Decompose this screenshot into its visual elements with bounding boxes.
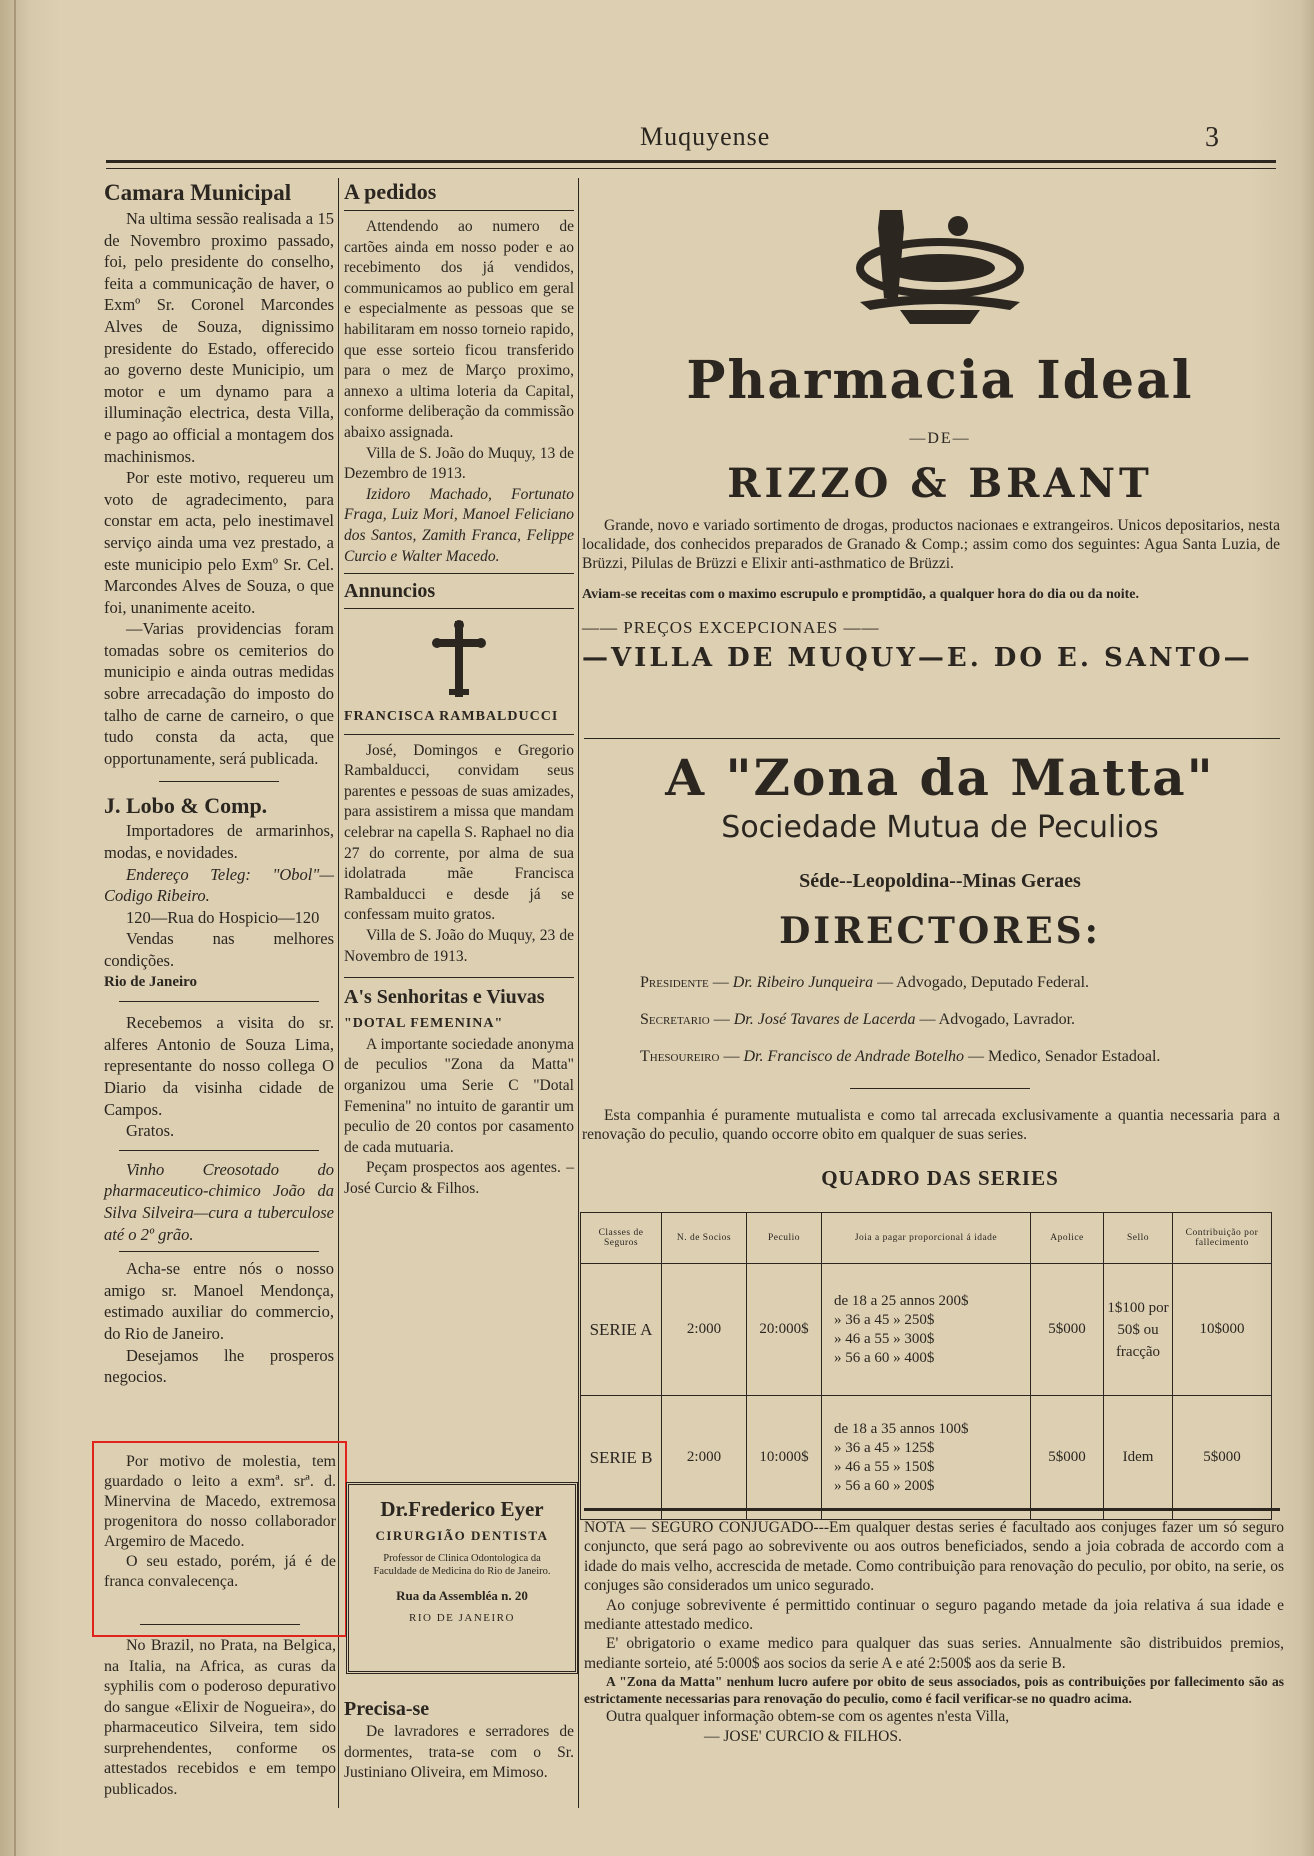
francisca-paragraph: José, Domingos e Gregorio Rambalducci, convidam seus parentes e pessoas de suas amizades, para assistirem a missa que mandam celebrar na capella S. Raphael no dia 27 do corrente, por alma de sua idolatrada mãe Francisca Rambalducci e desde já se confessam muito gratos. xyxy=(344,741,574,924)
divider xyxy=(344,977,574,978)
joia-line: de 18 a 25 annos 200$ xyxy=(834,1292,969,1309)
cell-peculio: 10:000$ xyxy=(747,1396,822,1520)
ornament-rule xyxy=(850,1088,1030,1089)
cell-contribuicao: 5$000 xyxy=(1173,1396,1272,1520)
nota-paragraph-1 xyxy=(584,1518,1284,1596)
cell-socios: 2:000 xyxy=(662,1396,747,1520)
lobo-paragraph-1: Importadores de armarinhos, modas, e novidades. xyxy=(104,821,334,863)
eyer-description: Professor de Clinica Odontologica da Faculdade de Medicina do Rio de Janeiro. xyxy=(373,1553,551,1577)
eyer-address: Rua da Assembléa n. 20 xyxy=(396,1588,528,1603)
lobo-title: J. Lobo & Comp. xyxy=(104,793,268,819)
precisa-title: Precisa-se xyxy=(344,1698,430,1720)
col-header: N. de Socios xyxy=(662,1213,747,1264)
apedidos-signatures: Izidoro Machado, Fortunato Fraga, Luiz Mori, Manoel Feliciano dos Santos, Zamith Franca, Felippe Curcio e Walter Macedo. xyxy=(344,485,574,565)
cell-classe: SERIE B xyxy=(581,1396,662,1520)
cell-apolice: 5$000 xyxy=(1031,1264,1104,1396)
nota-section xyxy=(584,1518,1284,1746)
director-role: Presidente xyxy=(640,974,709,991)
nota-paragraph-4: A "Zona da Matta" nenhum lucro aufere por obito de seus associados, pois as contribuições por fallecimento são as estrictamente necessarias para renovação do peculio, como é facil verificar-se no quadro acima. xyxy=(584,1674,1284,1707)
table-row xyxy=(581,1396,1272,1520)
joia-line: » 46 a 55 » 300$ xyxy=(834,1330,935,1347)
header-rule xyxy=(106,160,1276,169)
divider xyxy=(140,1624,300,1625)
director-row: Thesoureiro — Dr. Francisco de Andrade Botelho — Medico, Senador Estadoal. xyxy=(640,1048,1161,1065)
eyer-name: Dr.Frederico Eyer xyxy=(380,1497,544,1521)
nota-text: SEGURO CONJUGADO---Em qualquer destas series é facultado aos conjuges fazer um só seguro conjuncto, que será pago ao sobrevivente ou aos outros beneficiados, sendo a joia cobrada de accordo com a idade do mais velho, accrescida de metade. Como contribuição para renovação do peculio, por obito, na serie, os conjuges são considerados um unico segurado. xyxy=(584,1519,1285,1595)
director-role: Thesoureiro xyxy=(640,1048,720,1065)
col-header: Classes de Seguros xyxy=(581,1213,662,1264)
series-table xyxy=(580,1212,1272,1520)
cell-socios: 2:000 xyxy=(662,1264,747,1396)
apedidos-date: Villa de S. João do Muquy, 13 de Dezembro de 1913. xyxy=(344,444,574,483)
molestia-paragraph-1: Por motivo de molestia, tem guardado o leito a exmª. srª. d. Minervina de Macedo, extremosa progenitora do nosso collaborador Argemiro de Macedo. xyxy=(104,1453,336,1550)
cross-icon xyxy=(344,619,574,699)
pharmacia-precos: —— PREÇOS EXCEPCIONAES —— xyxy=(582,618,880,637)
camara-paragraph-2: Por este motivo, requereu um voto de agradecimento, para constar em acta, pelo inestimavel serviço ainda uma vez prestado, a este municipio pelo Exmº Sr. Cel. Marcondes Alves de Souza, o que foi, unanimente aceito. xyxy=(104,468,334,617)
joia-line: » 56 a 60 » 200$ xyxy=(834,1477,935,1494)
col-header: Sello xyxy=(1104,1213,1173,1264)
zona-intro xyxy=(582,1106,1280,1144)
dotal-agents: Peçam prospectos aos agentes. – José Curcio & Filhos. xyxy=(344,1159,574,1197)
table-bottom-rule xyxy=(584,1508,1280,1511)
cell-sello: Idem xyxy=(1104,1396,1173,1520)
zona-sede: Séde--Leopoldina--Minas Geraes xyxy=(799,870,1081,892)
lobo-telegraph: Endereço Teleg: "Obol"—Codigo Ribeiro. xyxy=(104,864,334,906)
column-divider-2 xyxy=(578,178,579,1808)
cell-classe: SERIE A xyxy=(581,1264,662,1396)
dotal-paragraph: A importante sociedade anonyma de peculios "Zona da Matta" organizou uma Serie C "Dotal Femenina" no intuito de garantir um peculio de 20 contos por casamento de cada mutuaria. xyxy=(344,1035,574,1156)
dotal-title: "DOTAL FEMENINA" xyxy=(344,1016,504,1032)
divider xyxy=(159,781,279,782)
francisca-date: Villa de S. João do Muquy, 23 de Novembro de 1913. xyxy=(344,927,574,965)
director-row: Presidente — Dr. Ribeiro Junqueira — Advogado, Deputado Federal. xyxy=(640,974,1090,991)
director-name: Dr. Francisco de Andrade Botelho xyxy=(743,1048,965,1065)
section-divider xyxy=(584,738,1280,739)
mendonca-paragraph-2: Desejamos lhe prosperos negocios. xyxy=(104,1345,334,1387)
column-1 xyxy=(104,178,334,1388)
director-name: Dr. Ribeiro Junqueira xyxy=(732,974,874,991)
pharmacia-paragraph-1: Grande, novo e variado sortimento de drogas, productos nacionaes e extrangeiros. Unicos depositarios, nesta localidade, dos conhecidos preparados de Granado & Comp.; assim como dos seguintes: Agua Santa Luzia, de Brüzzi, Pilulas de Brüzzi e Elixir anti-asthmatico de Brüzzi. xyxy=(582,517,1280,572)
divider xyxy=(119,1251,319,1252)
lobo-sales: Vendas nas melhores condições. xyxy=(104,929,334,970)
francisca-title: FRANCISCA RAMBALDUCCI xyxy=(344,709,559,725)
divider xyxy=(344,210,574,211)
zona-directores: DIRECTORES: xyxy=(779,910,1101,952)
eyer-city: RIO DE JANEIRO xyxy=(409,1612,515,1624)
nota-paragraph-3: E' obrigatorio o exame medico para qualquer das suas series. Annualmente são distribuidos premios, mediante sorteio, até 5:000$ aos socios da serie A e até 2:500$ aos da serie B. xyxy=(584,1635,1284,1672)
col-header: Apolice xyxy=(1031,1213,1104,1264)
visita-paragraph: Recebemos a visita do sr. alferes Antonio de Souza Lima, representante do nosso collega O Diario da visinha cidade de Campos. xyxy=(104,1013,334,1119)
cell-sello: 1$100 por 50$ ou fracção xyxy=(1104,1264,1173,1396)
zona-title: A "Zona da Matta" xyxy=(665,748,1215,807)
joia-line: » 46 a 55 » 150$ xyxy=(834,1458,935,1475)
precisa-paragraph: De lavradores e serradores de dormentes, trata-se com o Sr. Justiniano Oliveira, em Mimoso. xyxy=(344,1723,574,1782)
quadro-title: QUADRO DAS SERIES xyxy=(821,1166,1059,1190)
cell-joia xyxy=(822,1264,1031,1396)
director-desc: — Medico, Senador Estadoal. xyxy=(968,1048,1161,1065)
table-header-row xyxy=(581,1213,1272,1264)
pharmacia-owners: RIZZO & BRANT xyxy=(727,460,1153,507)
pharmacia-description xyxy=(582,516,1280,673)
molestia-notice xyxy=(104,1452,336,1592)
apedidos-title: A pedidos xyxy=(344,179,437,204)
cell-joia xyxy=(822,1396,1031,1520)
joia-line: » 56 a 60 » 400$ xyxy=(834,1349,935,1366)
divider xyxy=(344,734,574,735)
nota-paragraph-5: Outra qualquer informação obtem-se com os agentes n'esta Villa, xyxy=(606,1708,1010,1726)
camara-paragraph-1: Na ultima sessão realisada a 15 de Novembro proximo passado, foi, pelo presidente do conselho, feita a communicação de haver, o Exmº Sr. Coronel Marcondes Alves de Souza, dignissimo presidente do Estado, offerecido ao governo deste Municipio, um motor e um dynamo para a illuminação electrica, desta Villa, e pago ao official a montagem dos machinismos. xyxy=(104,209,334,466)
column-2 xyxy=(344,178,574,1200)
joia-line: de 18 a 35 annos 100$ xyxy=(834,1420,969,1437)
divider xyxy=(119,1150,319,1151)
mendonca-paragraph-1: Acha-se entre nós o nosso amigo sr. Manoel Mendonça, estimado auxiliar do commercio, do Rio de Janeiro. xyxy=(104,1259,334,1343)
divider xyxy=(344,573,574,574)
pharmacia-logo-icon xyxy=(840,198,1040,328)
vinho-paragraph: Vinho Creosotado do pharmaceutico-chimico João da Silva Silveira—cura a tuberculose até o 2º grão. xyxy=(104,1159,334,1244)
director-row: Secretario — Dr. José Tavares de Lacerda — Advogado, Lavrador. xyxy=(640,1011,1076,1028)
joia-line: » 36 a 45 » 125$ xyxy=(834,1439,935,1456)
camara-paragraph-3: —Varias providencias foram tomadas sobre os cemiterios do municipio e ainda outras medidas sobre arrecadação do imposto do talho de carne de carneiro, o que tudo consta da acta, que opportunamente, será publicada. xyxy=(104,619,334,768)
director-role: Secretario xyxy=(640,1011,710,1028)
apedidos-paragraph-1: Attendendo ao numero de cartões ainda em nosso poder e ao recebimento dos já vendidos, communicamos ao publico em geral e especialmente as pessoas que se habilitaram em nosso torneio rapido, que esse sorteio ficou transferido para o mez de Março proximo, annexo a ultima loteria da Capital, conforme deliberação da commissão abaixo assignada. xyxy=(344,218,574,441)
eyer-role: CIRURGIÃO DENTISTA xyxy=(375,1528,549,1543)
pharmacia-title: Pharmacia Ideal xyxy=(686,350,1194,411)
joia-line: » 36 a 45 » 250$ xyxy=(834,1311,935,1328)
pharmacia-location: —VILLA DE MUQUY—E. DO E. SANTO— xyxy=(582,643,1253,673)
brazil-notice xyxy=(104,1636,336,1800)
lobo-city: Rio de Janeiro xyxy=(104,973,198,990)
zona-intro-paragraph: Esta companhia é puramente mutualista e como tal arrecada exclusivamente a quantia necessaria para a renovação do peculio, quando occorre obito em qualquer de suas series. xyxy=(582,1107,1280,1143)
molestia-paragraph-2: O seu estado, porém, já é de franca convalecença. xyxy=(104,1553,336,1590)
nota-signature: — JOSE' CURCIO & FILHOS. xyxy=(704,1727,902,1745)
director-name: Dr. José Tavares de Lacerda xyxy=(733,1011,916,1028)
director-desc: — Advogado, Lavrador. xyxy=(919,1011,1076,1028)
masthead-title: Muquyense xyxy=(640,122,771,151)
cell-apolice: 5$000 xyxy=(1031,1396,1104,1520)
divider xyxy=(344,608,574,609)
brazil-paragraph: No Brazil, no Prata, na Belgica, na Italia, na Africa, as curas da syphilis com o poderoso depurativo do sangue «Elixir de Nogueira», do pharmaceutico Silveira, tem sido surprehendentes, conforme os attestados recebidos e em tempo publicados. xyxy=(104,1637,336,1798)
directors-list xyxy=(640,964,1280,1075)
camara-title: Camara Municipal xyxy=(104,180,292,205)
director-desc: — Advogado, Deputado Federal. xyxy=(877,974,1090,991)
precisa-section xyxy=(344,1696,574,1784)
visita-thanks: Gratos. xyxy=(126,1121,175,1141)
cell-contribuicao: 10$000 xyxy=(1173,1264,1272,1396)
col-header: Peculio xyxy=(747,1213,822,1264)
pharmacia-de: —DE— xyxy=(909,430,971,447)
zona-subtitle: Sociedade Mutua de Peculios xyxy=(721,810,1159,845)
divider xyxy=(119,1001,319,1002)
pharmacia-paragraph-2: Aviam-se receitas com o maximo escrupulo e promptidão, a qualquer hora do dia ou da noite. xyxy=(582,587,1140,602)
page-fold xyxy=(14,0,16,1856)
lobo-address: 120—Rua do Hospicio—120 xyxy=(126,907,320,927)
cell-peculio: 20:000$ xyxy=(747,1264,822,1396)
col-header: Joia a pagar proporcional á idade xyxy=(822,1213,1031,1264)
nota-label: NOTA — xyxy=(584,1519,646,1536)
senhoritas-title: A's Senhoritas e Viuvas xyxy=(344,986,545,1009)
annuncios-title: Annuncios xyxy=(344,580,436,603)
col-header: Contribuição por fallecimento xyxy=(1173,1213,1272,1264)
page-number: 3 xyxy=(1205,122,1219,153)
table-row xyxy=(581,1264,1272,1396)
eyer-ad-box xyxy=(346,1482,578,1674)
nota-paragraph-2: Ao conjuge sobrevivente é permittido continuar o seguro pagando metade da joia relativa á sua idade e mediante attestado medico. xyxy=(584,1596,1284,1634)
